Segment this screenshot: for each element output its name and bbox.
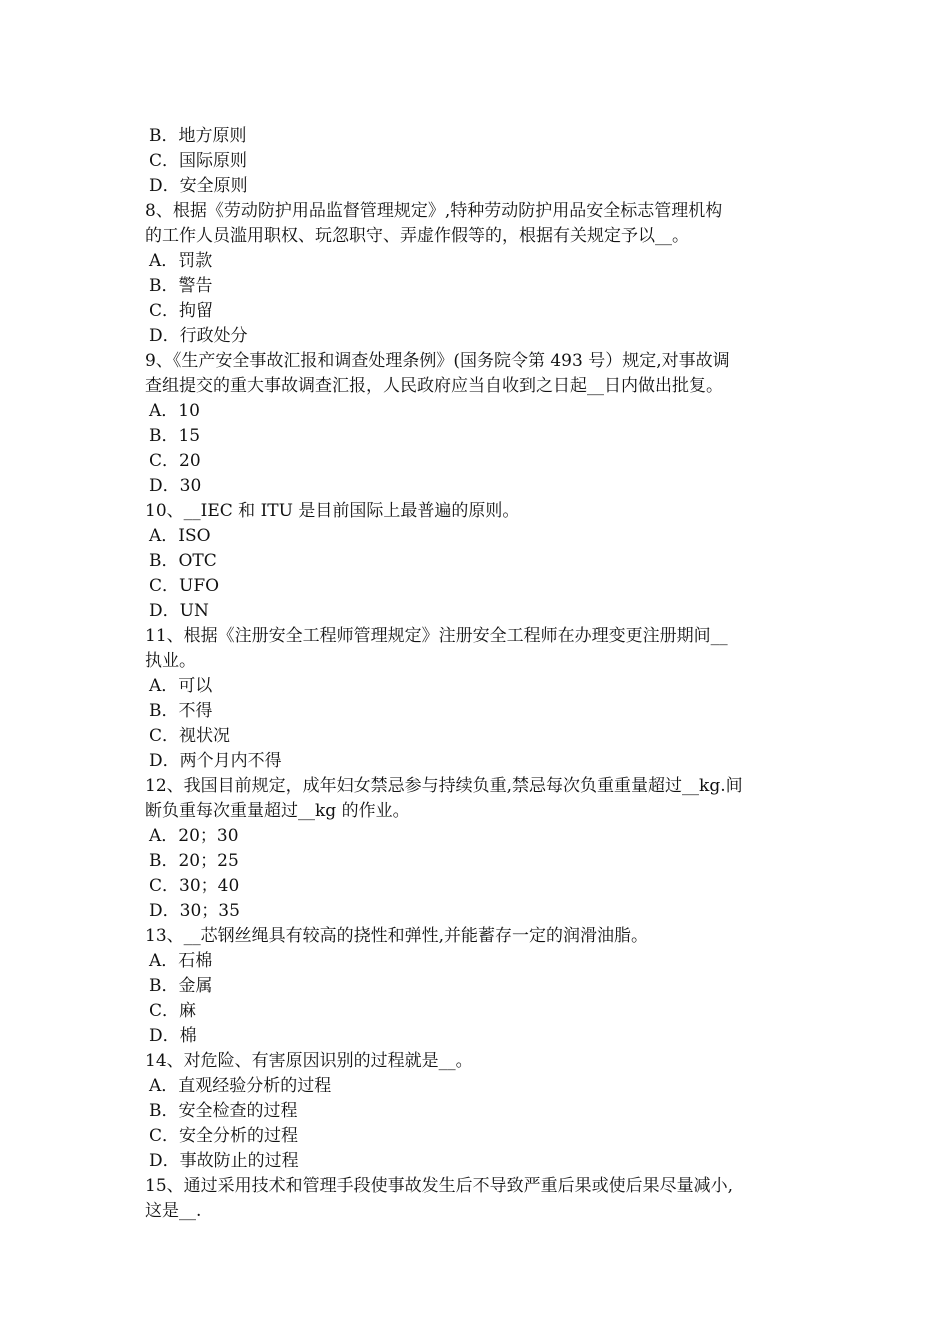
question-text-line: 12、我国目前规定，成年妇女禁忌参与持续负重,禁忌每次负重重量超过__kg.间 xyxy=(145,776,743,796)
answer-option: D．安全原则 xyxy=(149,176,248,196)
answer-option: D．UN xyxy=(149,601,209,621)
question-text-line: 9、《生产安全事故汇报和调查处理条例》(国务院令第 493 号）规定,对事故调 xyxy=(145,351,730,371)
answer-option: D．30 xyxy=(149,476,202,496)
question-text-line: 执业。 xyxy=(145,651,196,671)
answer-option: A．可以 xyxy=(149,676,213,696)
question-text-line: 15、通过采用技术和管理手段使事故发生后不导致严重后果或使后果尽量减小, xyxy=(145,1176,734,1196)
answer-option: B．金属 xyxy=(149,976,213,996)
answer-option: B．15 xyxy=(149,426,201,446)
answer-option: B．OTC xyxy=(149,551,217,571)
answer-option: B．不得 xyxy=(149,701,213,721)
answer-option: C．安全分析的过程 xyxy=(149,1126,299,1146)
answer-option: B．安全检查的过程 xyxy=(149,1101,298,1121)
answer-option: C．麻 xyxy=(149,1001,197,1021)
question-text-line: 查组提交的重大事故调查汇报，人民政府应当自收到之日起__日内做出批复。 xyxy=(145,376,723,396)
answer-option: C．国际原则 xyxy=(149,151,248,171)
answer-option: A．直观经验分析的过程 xyxy=(149,1076,332,1096)
answer-option: A．10 xyxy=(149,401,200,421)
answer-option: B．地方原则 xyxy=(149,126,247,146)
answer-option: C．UFO xyxy=(149,576,220,596)
answer-option: B．20；25 xyxy=(149,851,239,871)
question-text-line: 10、__IEC 和 ITU 是目前国际上最普遍的原则。 xyxy=(145,501,520,521)
answer-option: A．石棉 xyxy=(149,951,213,971)
answer-option: C．视状况 xyxy=(149,726,231,746)
answer-option: A．20；30 xyxy=(149,826,239,846)
answer-option: C．30；40 xyxy=(149,876,240,896)
answer-option: D．两个月内不得 xyxy=(149,751,282,771)
answer-option: B．警告 xyxy=(149,276,213,296)
question-text-line: 的工作人员滥用职权、玩忽职守、弄虚作假等的，根据有关规定予以__。 xyxy=(145,226,689,246)
question-text-line: 14、对危险、有害原因识别的过程就是__。 xyxy=(145,1051,473,1071)
question-text-line: 8、根据《劳动防护用品监督管理规定》,特种劳动防护用品安全标志管理机构 xyxy=(145,201,723,221)
answer-option: D．行政处分 xyxy=(149,326,248,346)
question-text-line: 断负重每次重量超过__kg 的作业。 xyxy=(145,801,410,821)
answer-option: D．棉 xyxy=(149,1026,197,1046)
answer-option: C．拘留 xyxy=(149,301,214,321)
answer-option: D．事故防止的过程 xyxy=(149,1151,299,1171)
question-text-line: 11、根据《注册安全工程师管理规定》注册安全工程师在办理变更注册期间__ xyxy=(145,626,728,646)
question-text-line: 这是__. xyxy=(145,1201,202,1221)
answer-option: A．罚款 xyxy=(149,251,213,271)
question-text-line: 13、__芯钢丝绳具有较高的挠性和弹性,并能蓄存一定的润滑油脂。 xyxy=(145,926,649,946)
answer-option: D．30；35 xyxy=(149,901,240,921)
answer-option: C．20 xyxy=(149,451,201,471)
answer-option: A．ISO xyxy=(149,526,211,546)
document-body xyxy=(145,124,810,1224)
